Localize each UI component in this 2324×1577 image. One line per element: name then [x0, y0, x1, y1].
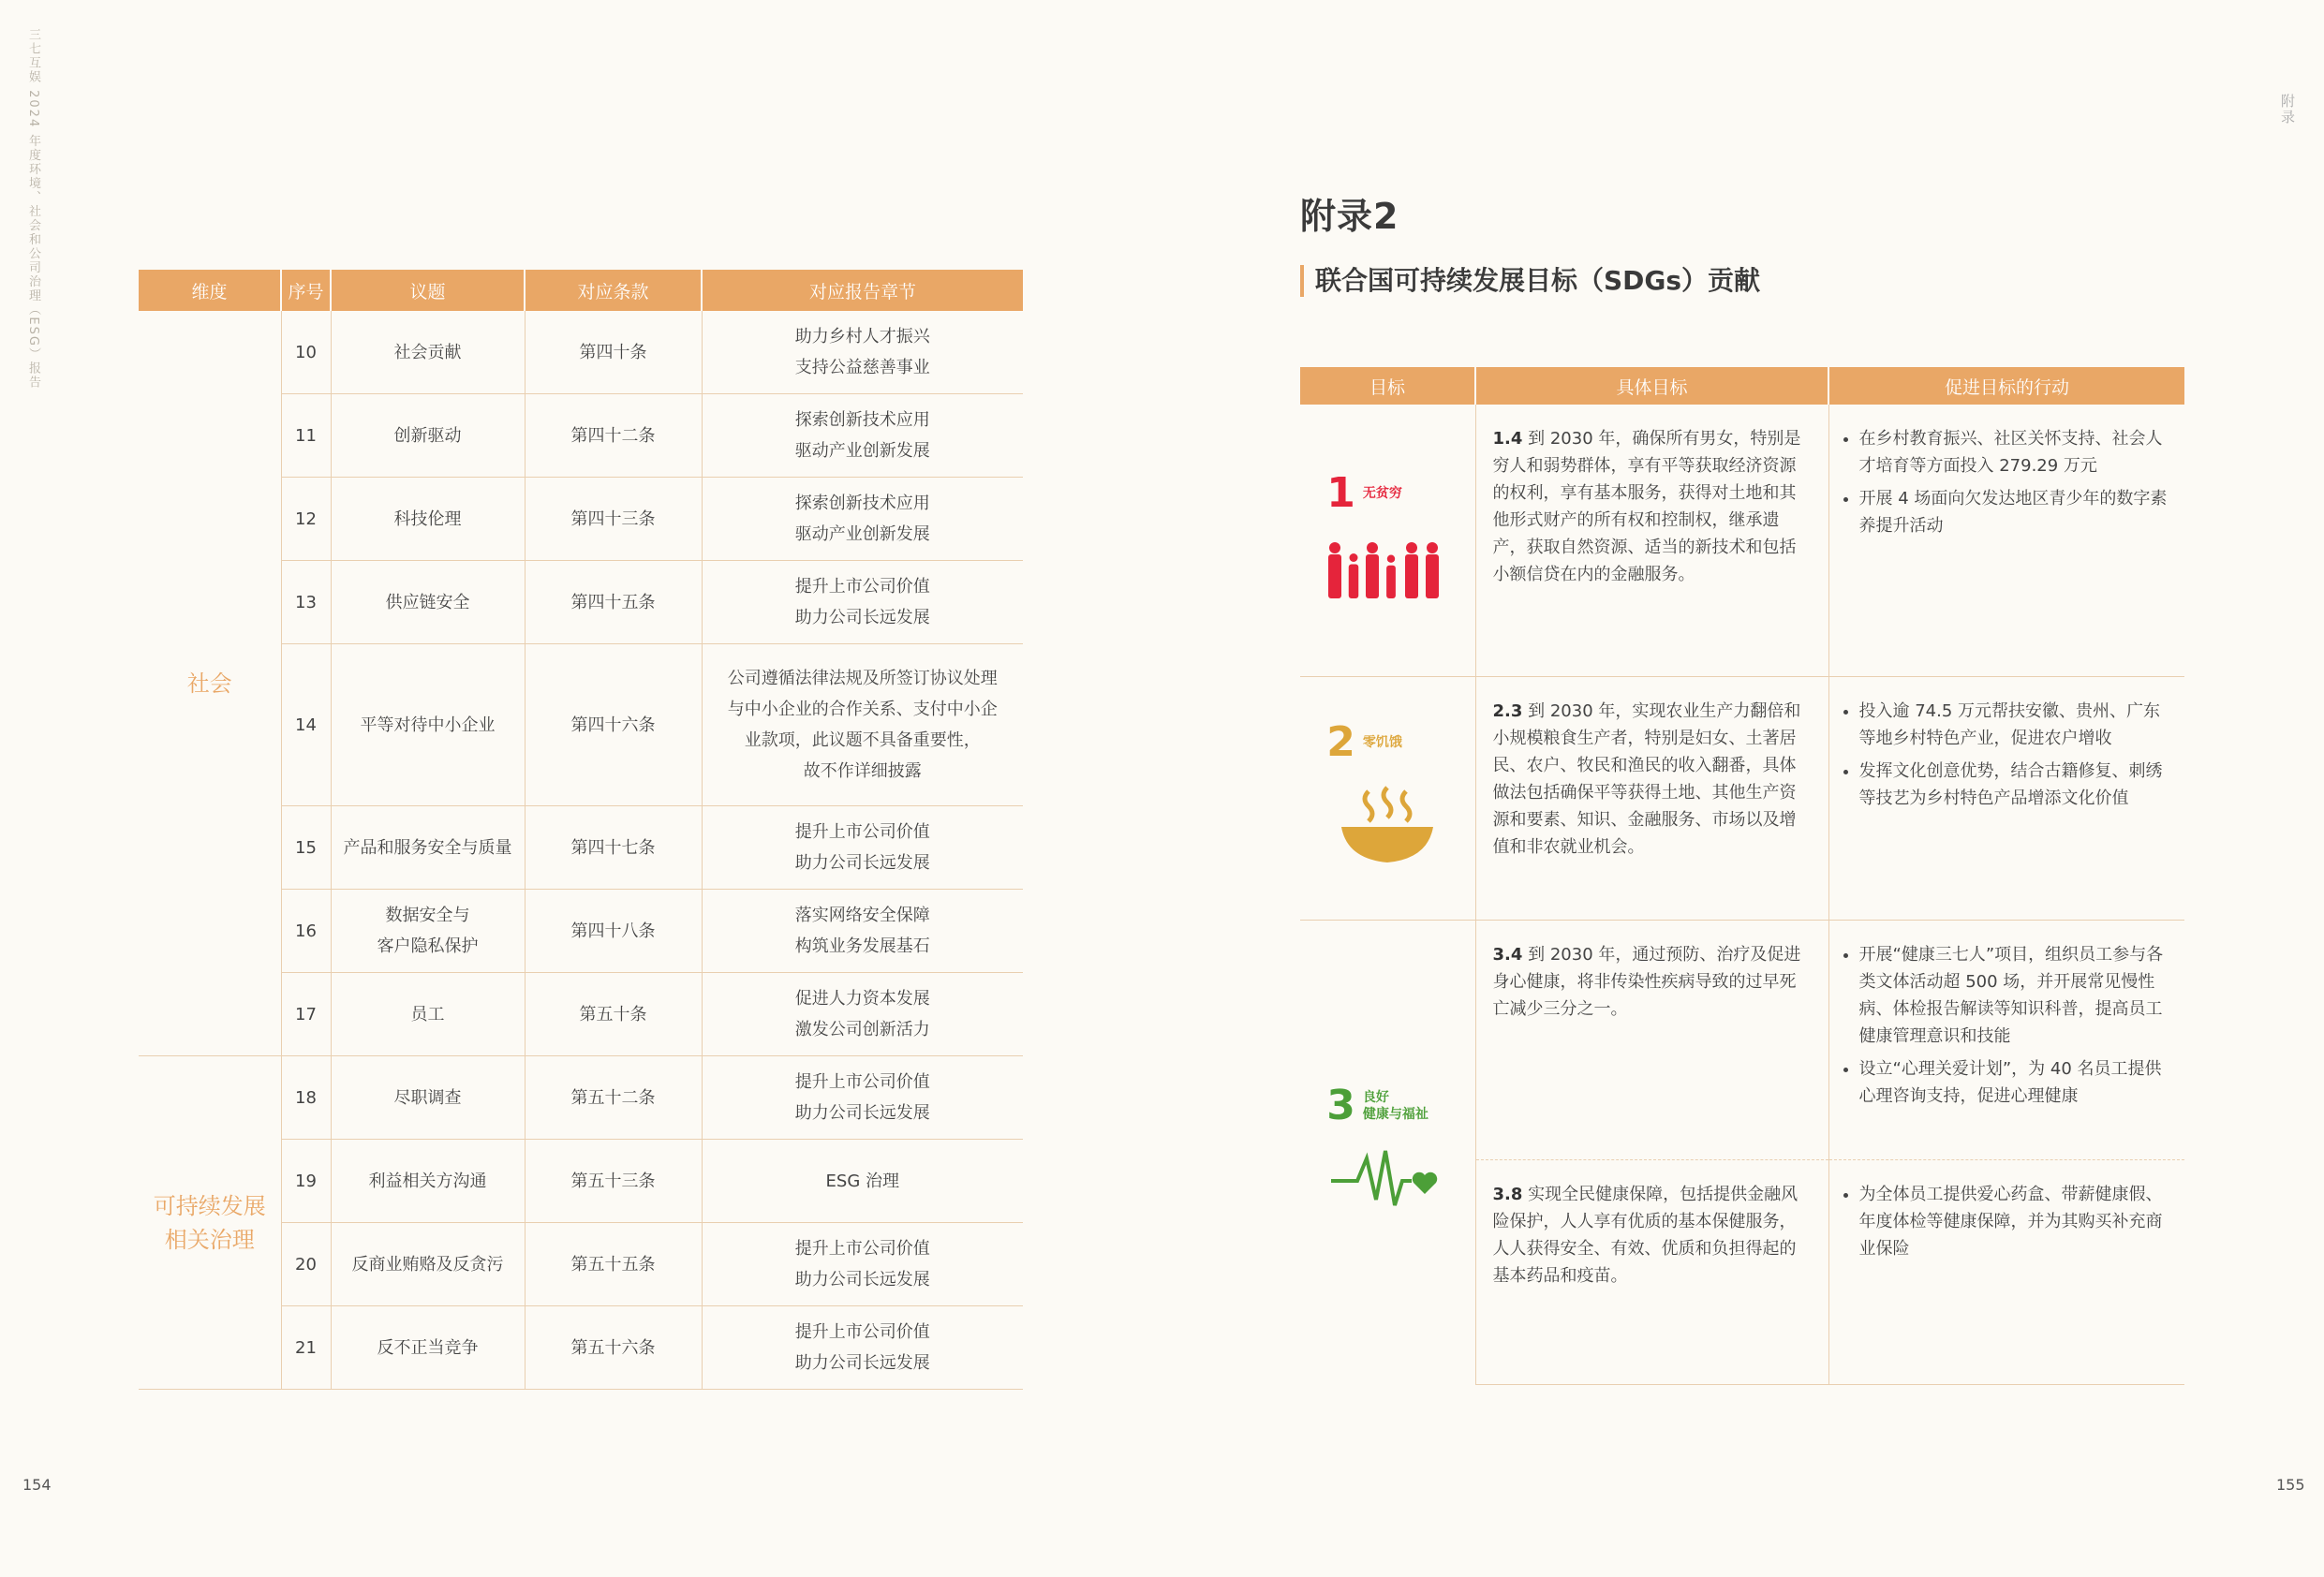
sdg-name: 无贫穷 — [1362, 486, 1402, 502]
table-header — [1300, 367, 2184, 405]
number-cell: 16 — [281, 890, 331, 973]
target-cell — [1475, 405, 1828, 676]
sdg-name: 零饥饿 — [1362, 734, 1402, 750]
chapter-cell: 促进人力资本发展 激发公司创新活力 — [702, 973, 1023, 1056]
chapter-cell: ESG 治理 — [702, 1140, 1023, 1223]
topic-cell: 员工 — [331, 973, 525, 1056]
clause-cell: 第四十条 — [525, 311, 702, 394]
actions-cell — [1828, 1159, 2184, 1384]
action-list — [1843, 698, 2169, 812]
number-cell: 18 — [281, 1056, 331, 1140]
clause-cell: 第四十五条 — [525, 561, 702, 644]
sdg-badge — [1300, 1081, 1475, 1219]
col-topic: 议题 — [331, 270, 525, 311]
chapter-cell: 落实网络安全保障 构筑业务发展基石 — [702, 890, 1023, 973]
chapter-cell: 探索创新技术应用 驱动产业创新发展 — [702, 394, 1023, 478]
action-item: • 开展 4 场面向欠发达地区青少年的数字素养提升活动 — [1859, 485, 2169, 539]
col-target: 具体目标 — [1475, 367, 1828, 405]
table-header — [139, 270, 1023, 311]
number-cell: 14 — [281, 644, 331, 806]
chapter-cell: 探索创新技术应用 驱动产业创新发展 — [702, 478, 1023, 561]
clause-cell: 第五十六条 — [525, 1306, 702, 1390]
chapter-cell: 提升上市公司价值 助力公司长远发展 — [702, 1306, 1023, 1390]
dimension-cell: 可持续发展相关治理 — [139, 1056, 281, 1390]
topic-cell: 数据安全与 客户隐私保护 — [331, 890, 525, 973]
number-cell: 12 — [281, 478, 331, 561]
action-item: • 在乡村教育振兴、社区关怀支持、社会人才培育等方面投入 279.29 万元 — [1859, 425, 2169, 479]
target-text: 到 2030 年，确保所有男女，特别是穷人和弱势群体，享有平等获取经济资源的权利，享有基本服务，获得对土地和其他形式财产的所有权和控制权，继承遗产，获取自然资源、适当的新技术和包括小额信贷在内的金融服务。 — [1492, 429, 1801, 584]
clause-cell: 第五十三条 — [525, 1140, 702, 1223]
sdg-badge — [1300, 717, 1475, 875]
clause-cell: 第五十二条 — [525, 1056, 702, 1140]
number-cell: 19 — [281, 1140, 331, 1223]
action-item: • 开展“健康三七人”项目，组织员工参与各类文体活动超 500 场，并开展常见慢性病、体检报告解读等知识科普，提高员工健康管理意识和技能 — [1859, 941, 2169, 1050]
col-number: 序号 — [281, 270, 331, 311]
table-row — [1300, 676, 2184, 920]
clause-cell: 第四十六条 — [525, 644, 702, 806]
number-cell: 10 — [281, 311, 331, 394]
action-list — [1843, 1181, 2169, 1262]
target-text: 到 2030 年，通过预防、治疗及促进身心健康，将非传染性疾病导致的过早死亡减少三分之一。 — [1492, 944, 1801, 1019]
table-row — [1300, 405, 2184, 676]
number-cell: 13 — [281, 561, 331, 644]
topic-cell: 利益相关方沟通 — [331, 1140, 525, 1223]
clause-cell: 第四十八条 — [525, 890, 702, 973]
topic-cell: 供应链安全 — [331, 561, 525, 644]
sdg-number: 2 — [1326, 717, 1355, 766]
number-cell: 21 — [281, 1306, 331, 1390]
actions-cell — [1828, 920, 2184, 1159]
col-actions: 促进目标的行动 — [1828, 367, 2184, 405]
topic-cell: 反不正当竞争 — [331, 1306, 525, 1390]
topic-cell: 尽职调查 — [331, 1056, 525, 1140]
page-number-right: 155 — [2276, 1476, 2305, 1494]
chapter-cell: 提升上市公司价值 助力公司长远发展 — [702, 1223, 1023, 1306]
heartbeat-icon — [1331, 1145, 1443, 1219]
target-number: 3.8 — [1492, 1184, 1523, 1204]
action-item: • 设立“心理关爱计划”，为 40 名员工提供心理咨询支持，促进心理健康 — [1859, 1055, 2169, 1110]
topic-cell: 科技伦理 — [331, 478, 525, 561]
sdg-header — [1326, 717, 1448, 766]
table-row — [139, 1056, 1023, 1140]
goal-cell — [1300, 920, 1475, 1384]
clause-cell: 第四十七条 — [525, 806, 702, 890]
number-cell: 11 — [281, 394, 331, 478]
number-cell: 15 — [281, 806, 331, 890]
action-item: • 发挥文化创意优势，结合古籍修复、刺绣等技艺为乡村特色产品增添文化价值 — [1859, 758, 2169, 812]
goal-cell — [1300, 405, 1475, 676]
target-number: 2.3 — [1492, 700, 1523, 721]
chapter-cell: 提升上市公司价值 助力公司长远发展 — [702, 561, 1023, 644]
chapter-cell: 公司遵循法律法规及所签订协议处理 与中小企业的合作关系、支付中小企 业款项，此议题不具备重要性， 故不作详细披露 — [702, 644, 1023, 806]
chapter-cell: 提升上市公司价值 助力公司长远发展 — [702, 806, 1023, 890]
sdg-table — [1300, 367, 2184, 1385]
section-label-vertical: 附录 — [2279, 94, 2296, 125]
sdg-header — [1326, 469, 1448, 518]
topic-cell: 社会贡献 — [331, 311, 525, 394]
clause-cell: 第四十三条 — [525, 478, 702, 561]
topic-cell: 平等对待中小企业 — [331, 644, 525, 806]
clause-cell: 第五十条 — [525, 973, 702, 1056]
appendix-subtitle: 联合国可持续发展目标（SDGs）贡献 — [1300, 265, 1760, 297]
clause-index-table — [139, 270, 1023, 1390]
clause-cell: 第四十二条 — [525, 394, 702, 478]
goal-cell — [1300, 676, 1475, 920]
clause-cell: 第五十五条 — [525, 1223, 702, 1306]
sdg-badge — [1300, 469, 1475, 607]
action-item: • 投入逾 74.5 万元帮扶安徽、贵州、广东等地乡村特色产业，促进农户增收 — [1859, 698, 2169, 752]
actions-cell — [1828, 676, 2184, 920]
action-item: • 为全体员工提供爱心药盒、带薪健康假、年度体检等健康保障，并为其购买补充商业保险 — [1859, 1181, 2169, 1262]
sdg-number: 1 — [1326, 469, 1355, 518]
target-cell — [1475, 920, 1828, 1159]
target-text: 实现全民健康保障，包括提供金融风险保护，人人享有优质的基本保健服务，人人获得安全、有效、优质和负担得起的基本药品和疫苗。 — [1492, 1184, 1799, 1286]
action-list — [1843, 425, 2169, 539]
action-list — [1843, 941, 2169, 1110]
appendix-title: 附录2 — [1300, 196, 1399, 237]
target-cell — [1475, 676, 1828, 920]
target-number: 3.4 — [1492, 944, 1523, 965]
page-number-left: 154 — [22, 1476, 52, 1494]
dimension-cell: 社会 — [139, 311, 281, 1056]
target-number: 1.4 — [1492, 429, 1523, 449]
topic-cell: 反商业贿赂及反贪污 — [331, 1223, 525, 1306]
number-cell: 20 — [281, 1223, 331, 1306]
chapter-cell: 助力乡村人才振兴 支持公益慈善事业 — [702, 311, 1023, 394]
sdg-number: 3 — [1326, 1081, 1355, 1129]
target-cell — [1475, 1159, 1828, 1384]
actions-cell — [1828, 405, 2184, 676]
sdg-name: 良好 健康与福祉 — [1362, 1089, 1428, 1122]
report-title-vertical: 三七互娱 2024 年度环境、社会和公司治理（ESG）报告 — [26, 28, 40, 390]
number-cell: 17 — [281, 973, 331, 1056]
bowl-icon — [1336, 782, 1439, 875]
col-chapter: 对应报告章节 — [702, 270, 1023, 311]
topic-cell: 创新驱动 — [331, 394, 525, 478]
col-dimension: 维度 — [139, 270, 281, 311]
table-row — [1300, 920, 2184, 1159]
col-goal: 目标 — [1300, 367, 1475, 405]
col-clause: 对应条款 — [525, 270, 702, 311]
table-row — [139, 311, 1023, 394]
target-text: 到 2030 年，实现农业生产力翻倍和小规模粮食生产者，特别是妇女、土著居民、农户、牧民和渔民的收入翻番，具体做法包括确保平等获得土地、其他生产资源和要素、知识、金融服务、市场以及增值和非农就业机会。 — [1492, 700, 1801, 857]
chapter-cell: 提升上市公司价值 助力公司长远发展 — [702, 1056, 1023, 1140]
family-icon — [1322, 533, 1453, 607]
topic-cell: 产品和服务安全与质量 — [331, 806, 525, 890]
sdg-header — [1326, 1081, 1448, 1129]
